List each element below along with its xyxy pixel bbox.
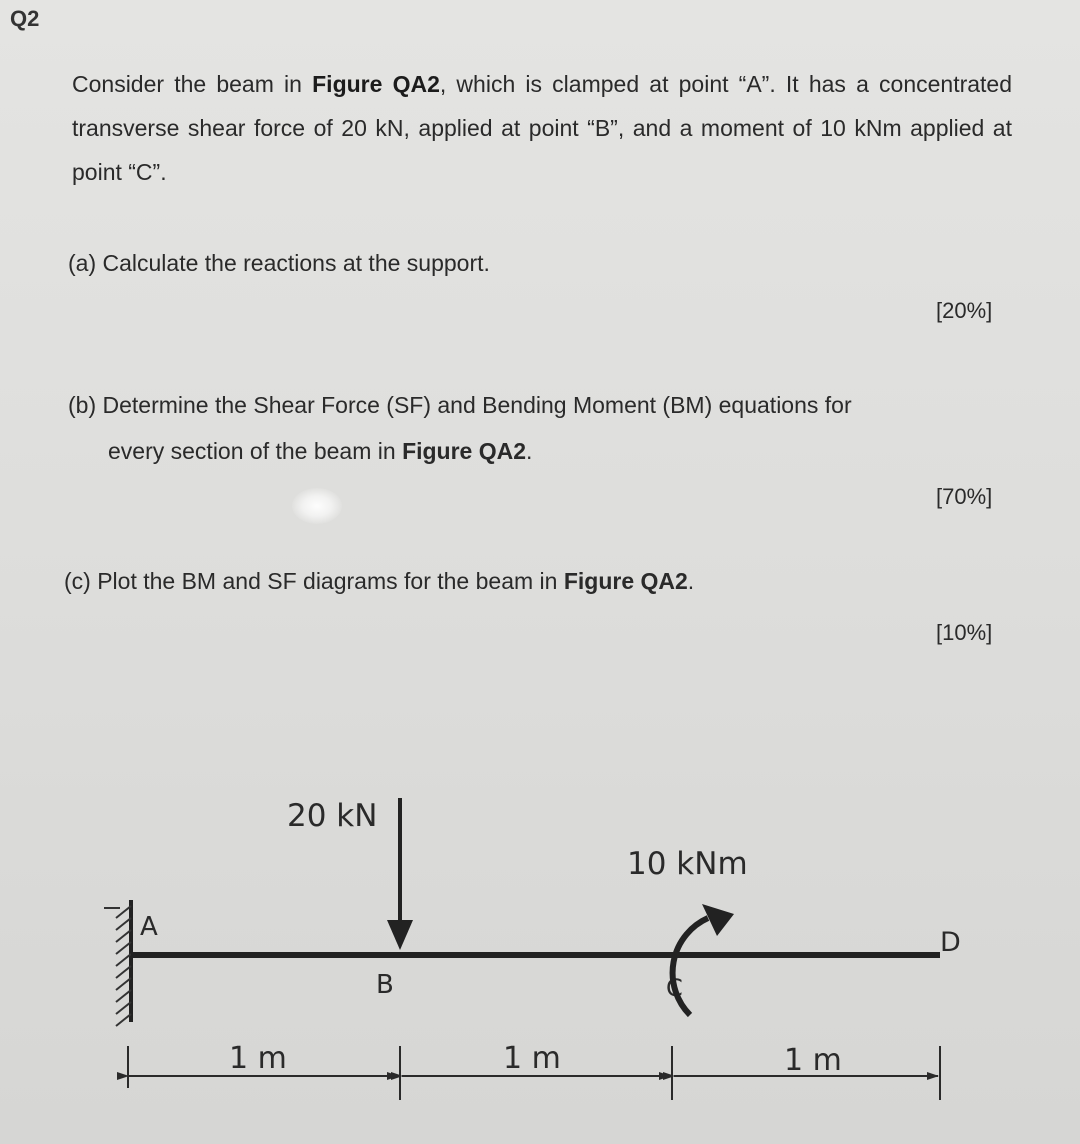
intro-text-2: , which is clamped at point “A”. It has a concentrated transverse shear force of 20 kN, applied at point “B”, and a moment of 10 kNm applied at point “C”. bbox=[72, 71, 1013, 185]
point-label-d: D bbox=[940, 927, 961, 958]
part-b-marks: [70%] bbox=[936, 484, 993, 509]
part-a-marks: [20%] bbox=[936, 298, 993, 323]
part-b-text bbox=[68, 382, 1013, 474]
part-c-text-2: . bbox=[687, 568, 695, 594]
part-b-line-2 bbox=[68, 428, 1013, 474]
force-label: 20 kN bbox=[287, 798, 378, 834]
question-intro bbox=[72, 62, 1012, 194]
fixed-support bbox=[104, 900, 131, 1026]
moment-label: 10 kNm bbox=[627, 846, 748, 882]
part-c-text-1: (c) Plot the BM and SF diagrams for the beam in bbox=[64, 568, 564, 594]
point-load-arrow bbox=[387, 798, 413, 950]
part-c-figure-ref: Figure QA2 bbox=[563, 568, 688, 594]
point-label-b: B bbox=[376, 970, 394, 1000]
point-label-a: A bbox=[140, 912, 158, 942]
dimension-label-3: 1 m bbox=[784, 1043, 842, 1078]
part-b-text-2: every section of the beam in bbox=[108, 438, 403, 464]
point-label-c: C bbox=[666, 974, 683, 1002]
question-number: Q2 bbox=[10, 6, 40, 31]
beam-figure bbox=[0, 760, 1080, 1144]
part-a-text: (a) Calculate the reactions at the support. bbox=[68, 250, 490, 276]
dimension-label-1: 1 m bbox=[229, 1041, 287, 1076]
intro-text-1: Consider the beam in bbox=[72, 71, 313, 97]
part-b-line-1: (b) Determine the Shear Force (SF) and Bending Moment (BM) equations for bbox=[68, 392, 852, 418]
part-c-text bbox=[64, 568, 694, 595]
light-glare bbox=[292, 488, 342, 524]
part-b-text-3: . bbox=[526, 438, 533, 464]
dimension-label-2: 1 m bbox=[503, 1041, 561, 1076]
part-c-marks: [10%] bbox=[936, 620, 993, 645]
intro-figure-ref: Figure QA2 bbox=[312, 71, 440, 97]
part-b-figure-ref: Figure QA2 bbox=[402, 438, 527, 464]
